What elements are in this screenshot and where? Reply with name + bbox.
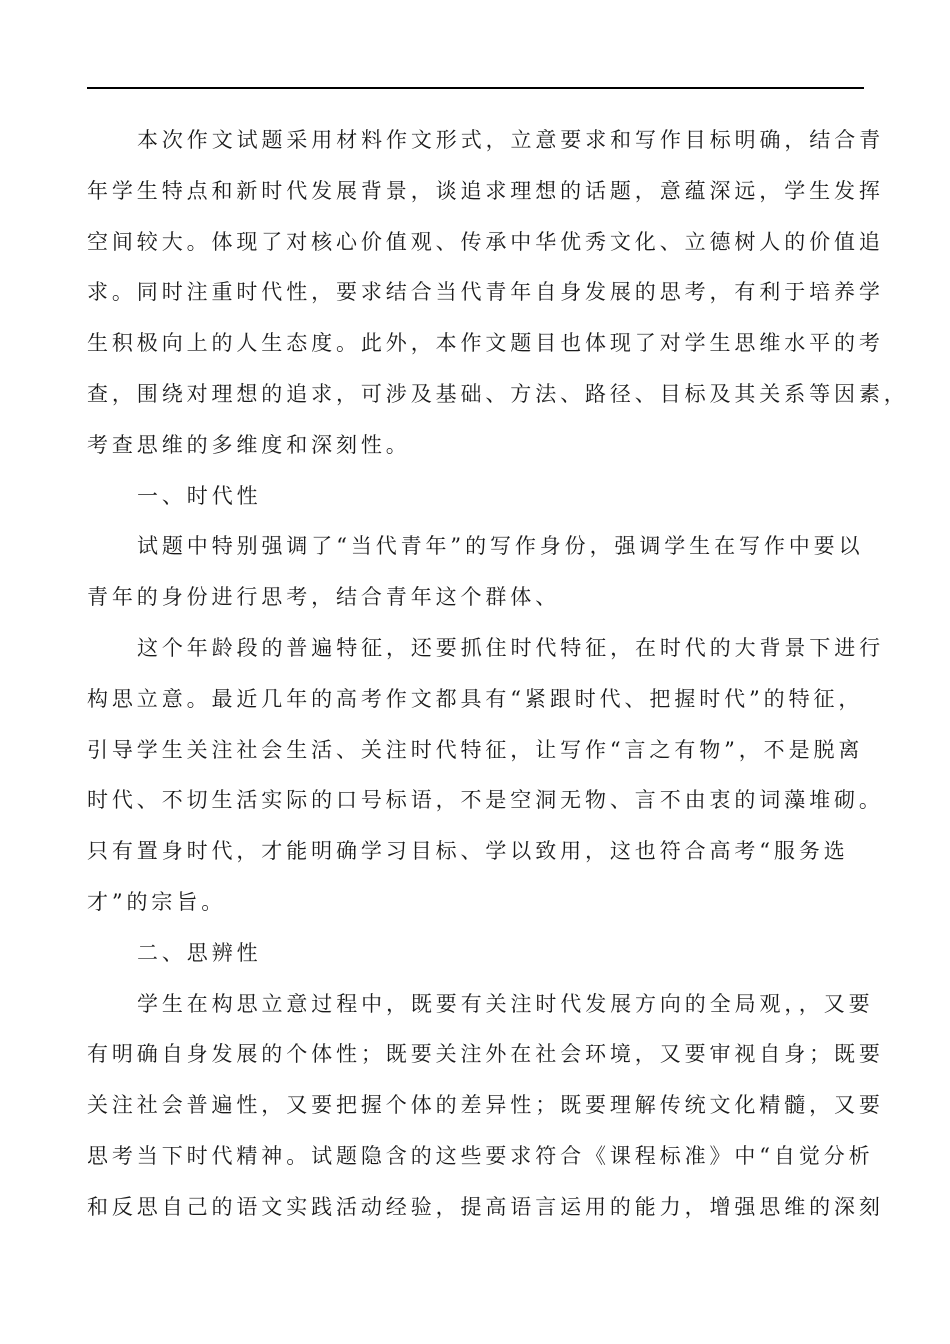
text-line: 青年的身份进行思考，结合青年这个群体、 (87, 585, 561, 610)
text-line: 生积极向上的人生态度。此外，本作文题目也体现了对学生思维水平的考 (87, 331, 884, 356)
text-line: 查，围绕对理想的追求，可涉及基础、方法、路径、目标及其关系等因素， (87, 381, 909, 406)
text-line: 考查思维的多维度和深刻性。 (87, 432, 411, 457)
section-heading-timeliness: 一、时代性 (137, 483, 262, 508)
text-line: 才”的宗旨。 (87, 889, 227, 914)
header-rule (87, 87, 864, 89)
text-line: 求。同时注重时代性，要求结合当代青年自身发展的思考，有利于培养学 (87, 280, 884, 305)
text-line: 这个年龄段的普遍特征，还要抓住时代特征，在时代的大背景下进行 (137, 635, 884, 660)
paragraph-timeliness-1 (87, 521, 877, 623)
text-line: 构思立意。最近几年的高考作文都具有“紧跟时代、把握时代”的特征， (87, 686, 864, 711)
paragraph-intro (87, 115, 909, 471)
text-line: 年学生特点和新时代发展背景，谈追求理想的话题，意蕴深远，学生发挥 (87, 178, 884, 203)
text-line: 空间较大。体现了对核心价值观、传承中华优秀文化、立德树人的价值追 (87, 229, 884, 254)
text-line: 试题中特别强调了“当代青年”的写作身份，强调学生在写作中要以 (137, 534, 864, 559)
text-line: 引导学生关注社会生活、关注时代特征，让写作“言之有物”，不是脱离 (87, 737, 864, 762)
text-line: 和反思自己的语文实践活动经验，提高语言运用的能力，增强思维的深刻 (87, 1194, 884, 1219)
text-line: 时代、不切生活实际的口号标语，不是空洞无物、言不由衷的词藻堆砌。 (87, 788, 884, 813)
paragraph-critical-thinking (87, 979, 884, 1233)
text-line: 本次作文试题采用材料作文形式，立意要求和写作目标明确，结合青 (137, 128, 884, 152)
paragraph-timeliness-2 (87, 623, 884, 928)
document-body (87, 115, 909, 1233)
text-line: 有明确自身发展的个体性；既要关注外在社会环境，又要审视自身；既要 (87, 1042, 884, 1067)
text-line: 思考当下时代精神。试题隐含的这些要求符合《课程标准》中“自觉分析 (87, 1143, 874, 1168)
text-line: 学生在构思立意过程中，既要有关注时代发展方向的全局观，，又要 (137, 991, 874, 1016)
section-heading-critical-thinking: 二、思辨性 (137, 940, 262, 965)
text-line: 只有置身时代，才能明确学习目标、学以致用，这也符合高考“服务选 (87, 839, 849, 864)
text-line: 关注社会普遍性，又要把握个体的差异性；既要理解传统文化精髓，又要 (87, 1093, 884, 1118)
